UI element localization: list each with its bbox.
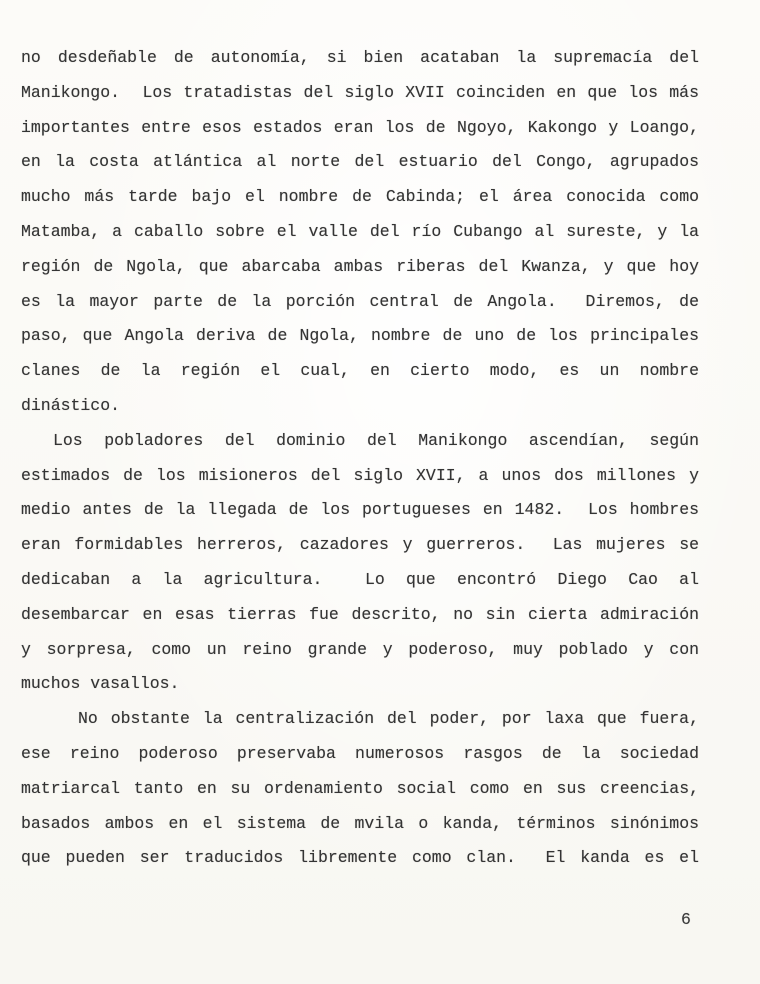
text-line: dinástico.: [21, 395, 121, 415]
text-line: medio antes de la llegada de los portugueses en 1482. Los hombres: [21, 500, 699, 520]
text-line: que pueden ser traducidos libremente como clan. El kanda es el: [21, 848, 699, 868]
body-text: [21, 41, 699, 876]
text-line: importantes entre esos estados eran los de Ngoyo, Kakongo y Loango,: [21, 117, 699, 137]
text-line: Los pobladores del dominio del Manikongo ascendían, según: [53, 430, 699, 450]
text-line: desembarcar en esas tierras fue descrito, no sin cierta admiración: [21, 604, 699, 624]
text-line: basados ambos en el sistema de mvila o kanda, términos sinónimos: [21, 813, 699, 833]
text-line: y sorpresa, como un reino grande y poderoso, muy poblado y con: [21, 639, 699, 659]
text-line: región de Ngola, que abarcaba ambas riberas del Kwanza, y que hoy: [21, 256, 699, 276]
page-number: 6: [681, 910, 691, 929]
text-line: Manikongo. Los tratadistas del siglo XVII coinciden en que los más: [21, 82, 699, 102]
text-line: estimados de los misioneros del siglo XVII, a unos dos millones y: [21, 465, 699, 485]
text-line: paso, que Angola deriva de Ngola, nombre de uno de los principales: [21, 326, 699, 346]
text-line: Matamba, a caballo sobre el valle del río Cubango al sureste, y la: [21, 221, 699, 241]
text-line: es la mayor parte de la porción central de Angola. Diremos, de: [21, 291, 699, 311]
text-line: ese reino poderoso preservaba numerosos rasgos de la sociedad: [21, 743, 699, 763]
text-line: muchos vasallos.: [21, 674, 180, 694]
text-line: en la costa atlántica al norte del estuario del Congo, agrupados: [21, 152, 699, 172]
text-line: clanes de la región el cual, en cierto modo, es un nombre: [21, 361, 699, 381]
text-line: no desdeñable de autonomía, si bien acataban la supremacía del: [21, 48, 699, 67]
text-line: mucho más tarde bajo el nombre de Cabinda; el área conocida como: [21, 187, 699, 207]
text-line: eran formidables herreros, cazadores y guerreros. Las mujeres se: [21, 535, 699, 555]
text-line: matriarcal tanto en su ordenamiento social como en sus creencias,: [21, 778, 699, 798]
text-line: dedicaban a la agricultura. Lo que encontró Diego Cao al: [21, 569, 699, 589]
text-line: No obstante la centralización del poder, por laxa que fuera,: [78, 709, 699, 729]
